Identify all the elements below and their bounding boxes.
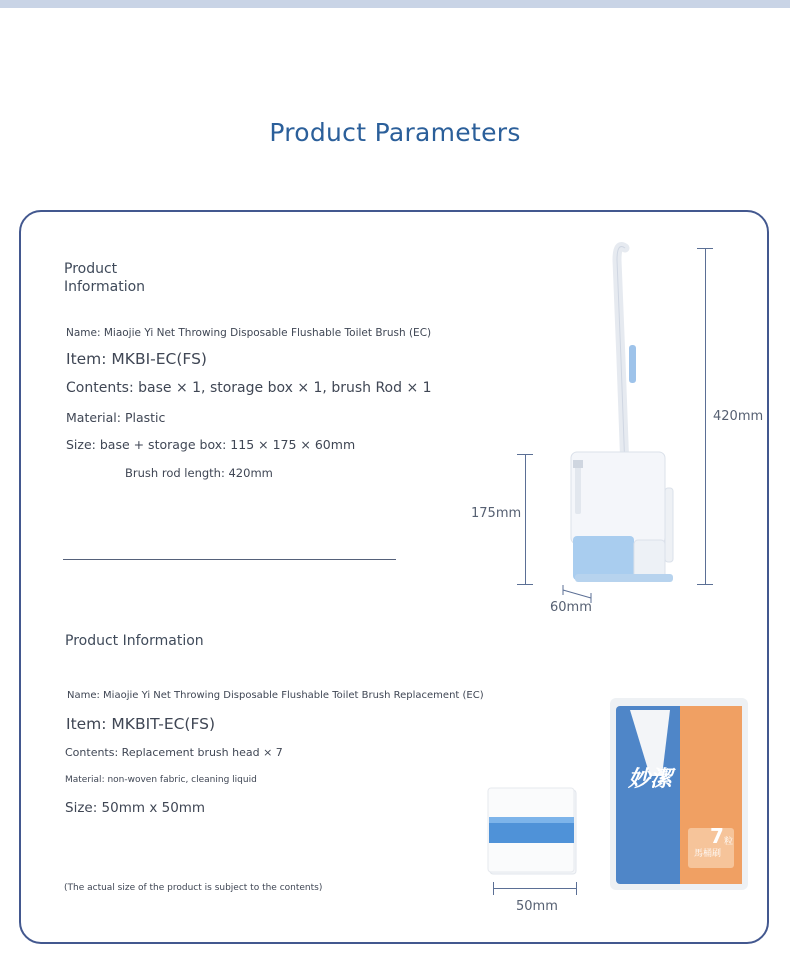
brush-section-heading-line2: Information [64, 279, 146, 295]
section-divider [63, 559, 396, 560]
pad-width-dimension-label: 50mm [516, 899, 558, 914]
pad-width-dimension-line [493, 888, 577, 889]
box-height-cap-bottom [517, 584, 533, 585]
top-band [0, 0, 790, 8]
refill-section-heading: Product Information [65, 633, 204, 649]
package-graphic [610, 696, 748, 892]
pad-width-cap-right [576, 882, 577, 895]
package-brand: 妙潔 [628, 767, 673, 792]
brush-section-heading-line1: Product [64, 261, 118, 277]
refill-material: Material: non-woven fabric, cleaning liquid [65, 775, 257, 785]
refill-name: Name: Miaojie Yi Net Throwing Disposable Flushable Toilet Brush Replacement (EC) [67, 690, 484, 701]
package-count-unit: 粒 [724, 837, 734, 847]
refill-size: Size: 50mm x 50mm [65, 800, 206, 816]
brush-material: Material: Plastic [66, 410, 166, 425]
brush-contents: Contents: base × 1, storage box × 1, brush Rod × 1 [66, 380, 432, 396]
toilet-brush-image [555, 240, 685, 600]
brush-size: Size: base + storage box: 115 × 175 × 60mm [66, 437, 356, 452]
refill-contents: Contents: Replacement brush head × 7 [65, 746, 283, 759]
page-title: Product Parameters [269, 118, 521, 147]
height-dimension-label: 420mm [713, 409, 764, 424]
brush-name: Name: Miaojie Yi Net Throwing Disposable Flushable Toilet Brush (EC) [66, 327, 432, 339]
box-height-cap-top [517, 454, 533, 455]
refill-item: Item: MKBIT-EC(FS) [66, 715, 216, 733]
refill-package-image [610, 696, 748, 892]
box-height-dimension-line [525, 454, 526, 584]
brush-head-pad-image [486, 786, 581, 878]
height-dimension-line [705, 248, 706, 584]
depth-dimension-label: 60mm [550, 600, 592, 615]
refill-note: (The actual size of the product is subject to the contents) [64, 883, 323, 893]
brush-rod-length: Brush rod length: 420mm [125, 466, 273, 480]
height-dimension-cap-top [697, 248, 713, 249]
brush-item: Item: MKBI-EC(FS) [66, 350, 207, 368]
package-count: 7 [710, 824, 724, 848]
package-label: 馬桶刷 [694, 849, 722, 859]
box-height-dimension-label: 175mm [471, 506, 522, 521]
pad-width-cap-left [493, 882, 494, 895]
height-dimension-cap-bottom [697, 584, 713, 585]
